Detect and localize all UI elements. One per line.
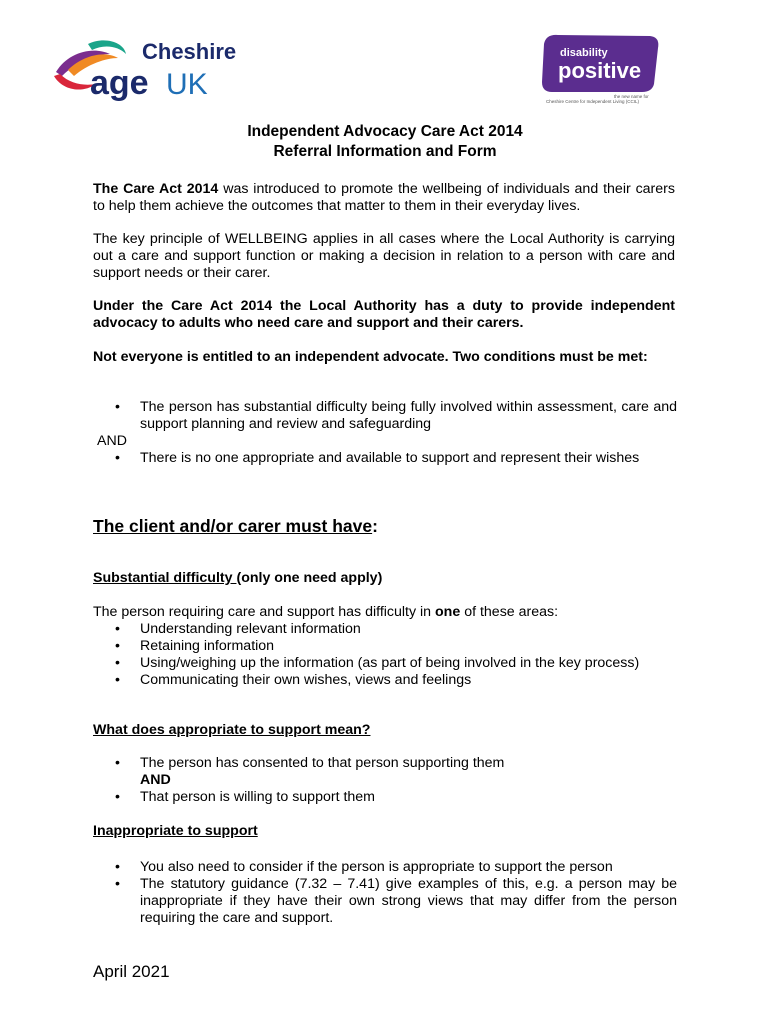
list-item: • That person is willing to support them [93,789,677,806]
list-item: • The statutory guidance (7.32 – 7.41) give examples of this, e.g. a person may be inappropriate if they have their own strong views that may differ from the person requiring the care and support. [93,876,677,927]
substantial-difficulty-heading-underlined: Substantial difficulty [93,570,237,586]
document-title-line-2: Referral Information and Form [273,143,497,160]
appropriate-heading [93,722,370,738]
logo-tagline-2: Cheshire Centre for Independent Living (CCIL) [546,99,640,104]
inappropriate-heading-text: Inappropriate to support [93,823,258,839]
substantial-lead-bold: one [435,604,461,620]
list-item: • Retaining information [93,638,677,655]
conditions-and: AND [97,433,127,449]
list-item: • You also need to consider if the person is appropriate to support the person [93,859,677,876]
logo-disability-text: disability [560,47,608,59]
substantial-difficulty-heading [93,570,382,586]
must-have-heading [93,516,378,537]
intro-paragraph-1 [93,181,675,215]
logo-tagline-1: the new name for [614,94,649,99]
list-item: • Understanding relevant information [93,621,677,638]
disability-positive-logo [538,32,668,104]
age-uk-cheshire-logo [48,32,248,104]
condition-item-1: • The person has substantial difficulty being fully involved within assessment, care and support planning and review and safeguarding [93,399,677,433]
inappropriate-heading [93,823,258,839]
appropriate-heading-text: What does appropriate to support mean? [93,722,371,738]
list-item [93,755,677,789]
list-item: • Using/weighing up the information (as part of being involved in the key process) [93,655,677,672]
intro-paragraph-4: Not everyone is entitled to an independent advocate. Two conditions must be met: [93,349,648,365]
substantial-difficulty-heading-rest: (only one need apply) [236,570,383,586]
intro-paragraph-1-text: was introduced to promote the wellbeing of individuals and their carers to help them achieve the outcomes that matter to them in their everyday lives. [93,181,675,214]
logo-cheshire-text: Cheshire [142,39,237,64]
must-have-colon: : [372,516,378,536]
logo-uk-text: UK [166,68,208,101]
logo-age-text: age [90,64,149,102]
list-item: • Communicating their own wishes, views and feelings [93,672,677,689]
substantial-lead [93,604,675,621]
appropriate-item-1-text: The person has consented to that person supporting them [140,755,505,771]
inappropriate-list [93,859,677,927]
appropriate-list [93,755,677,806]
substantial-lead-post: of these areas: [460,604,559,620]
care-act-bold: The Care Act 2014 [93,181,219,197]
appropriate-and: AND [140,772,171,788]
substantial-lead-pre: The person requiring care and support has difficulty in [93,604,436,620]
intro-paragraph-3: Under the Care Act 2014 the Local Authority has a duty to provide independent advocacy to adults who need care and support and their carers. [93,298,675,331]
document-title-line-1: Independent Advocacy Care Act 2014 [247,123,523,140]
substantial-list [93,621,677,689]
condition-item-2: • There is no one appropriate and available to support and represent their wishes [93,450,677,467]
footer-date: April 2021 [93,962,170,981]
must-have-heading-text: The client and/or carer must have [93,516,373,536]
logo-positive-text: positive [558,58,642,83]
conditions-list-1 [93,399,677,433]
conditions-list-2 [93,450,677,467]
intro-paragraph-2: The key principle of WELLBEING applies in all cases where the Local Authority is carrying out a care and support function or making a decision in relation to a person with care and support needs or their carer. [93,231,675,281]
